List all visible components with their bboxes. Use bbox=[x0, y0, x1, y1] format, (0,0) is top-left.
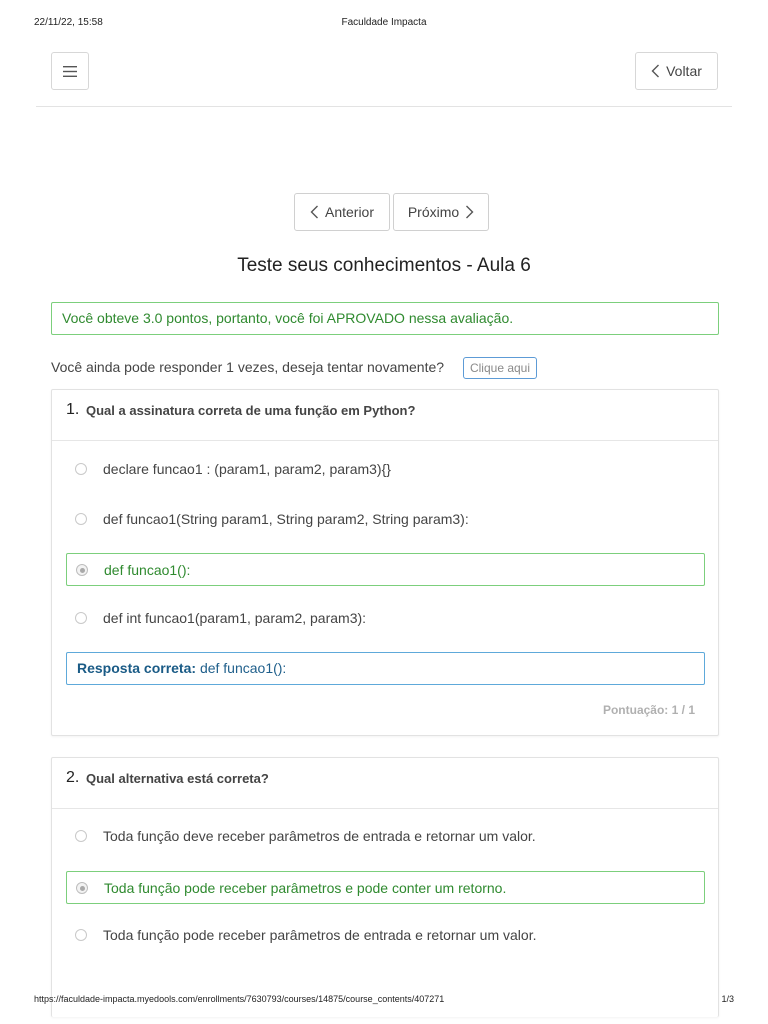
print-date: 22/11/22, 15:58 bbox=[34, 17, 103, 28]
next-button-label: Próximo bbox=[407, 204, 460, 220]
back-button[interactable] bbox=[635, 52, 718, 90]
chevron-left-icon bbox=[310, 205, 319, 219]
page-title: Teste seus conhecimentos - Aula 6 bbox=[237, 255, 531, 276]
menu-button[interactable] bbox=[51, 52, 89, 90]
question-header bbox=[52, 390, 718, 441]
correct-answer-value: def funcao1(): bbox=[199, 660, 287, 676]
radio-button[interactable] bbox=[75, 830, 87, 842]
answer-option-label: def int funcao1(param1, param2, param3): bbox=[103, 610, 367, 626]
question-number: 1. bbox=[66, 401, 80, 418]
question-text: Qual a assinatura correta de uma função em Python? bbox=[86, 403, 416, 418]
previous-button-label: Anterior bbox=[324, 204, 375, 220]
answer-option[interactable] bbox=[66, 602, 705, 635]
retry-row bbox=[51, 357, 719, 379]
answer-option-label: def funcao1(String param1, String param2, String param3): bbox=[103, 511, 469, 527]
next-button[interactable] bbox=[393, 193, 489, 231]
answer-option[interactable] bbox=[66, 453, 705, 486]
answer-option[interactable] bbox=[66, 503, 705, 536]
chevron-right-icon bbox=[465, 205, 474, 219]
answer-option-label: Toda função pode receber parâmetros de entrada e retornar um valor. bbox=[103, 927, 537, 943]
correct-answer-label: Resposta correta: bbox=[77, 660, 197, 676]
correct-answer-box bbox=[66, 652, 705, 685]
print-header bbox=[34, 17, 734, 31]
question-card bbox=[51, 757, 719, 1017]
retry-text: Você ainda pode responder 1 vezes, deseja tentar novamente? bbox=[51, 359, 445, 375]
answer-option[interactable] bbox=[66, 919, 705, 952]
lesson-pager bbox=[294, 193, 490, 231]
back-button-label: Voltar bbox=[666, 63, 702, 79]
question-score: Pontuação: 1 / 1 bbox=[602, 703, 695, 717]
hamburger-icon bbox=[63, 66, 77, 77]
question-card bbox=[51, 389, 719, 736]
print-url: https://faculdade-impacta.myedools.com/enrollments/7630793/courses/14875/course_contents/407271 bbox=[34, 994, 445, 1004]
answer-option-label: declare funcao1 : (param1, param2, param3){} bbox=[103, 461, 391, 477]
previous-button[interactable] bbox=[294, 193, 390, 231]
answer-option-selected[interactable] bbox=[66, 553, 705, 586]
question-text: Qual alternativa está correta? bbox=[86, 771, 269, 786]
radio-button[interactable] bbox=[75, 929, 87, 941]
answer-option-selected[interactable] bbox=[66, 871, 705, 904]
answer-option-label: Toda função pode receber parâmetros e pode conter um retorno. bbox=[104, 880, 507, 896]
chevron-left-icon bbox=[651, 64, 660, 78]
print-footer bbox=[34, 994, 734, 1006]
radio-button[interactable] bbox=[75, 612, 87, 624]
result-alert: Você obteve 3.0 pontos, portanto, você foi APROVADO nessa avaliação. bbox=[51, 302, 719, 335]
answer-option-label: def funcao1(): bbox=[104, 562, 191, 578]
radio-button[interactable] bbox=[75, 463, 87, 475]
answer-option-label: Toda função deve receber parâmetros de entrada e retornar um valor. bbox=[103, 828, 536, 844]
question-header bbox=[52, 758, 718, 809]
answer-option[interactable] bbox=[66, 820, 705, 853]
print-site-title: Faculdade Impacta bbox=[341, 17, 427, 28]
radio-button-selected[interactable] bbox=[76, 564, 88, 576]
header-divider bbox=[36, 106, 732, 107]
print-page-number: 1/3 bbox=[721, 994, 734, 1004]
retry-button[interactable]: Clique aqui bbox=[463, 357, 537, 379]
radio-button-selected[interactable] bbox=[76, 882, 88, 894]
question-number: 2. bbox=[66, 769, 80, 786]
radio-button[interactable] bbox=[75, 513, 87, 525]
top-bar bbox=[51, 52, 718, 90]
